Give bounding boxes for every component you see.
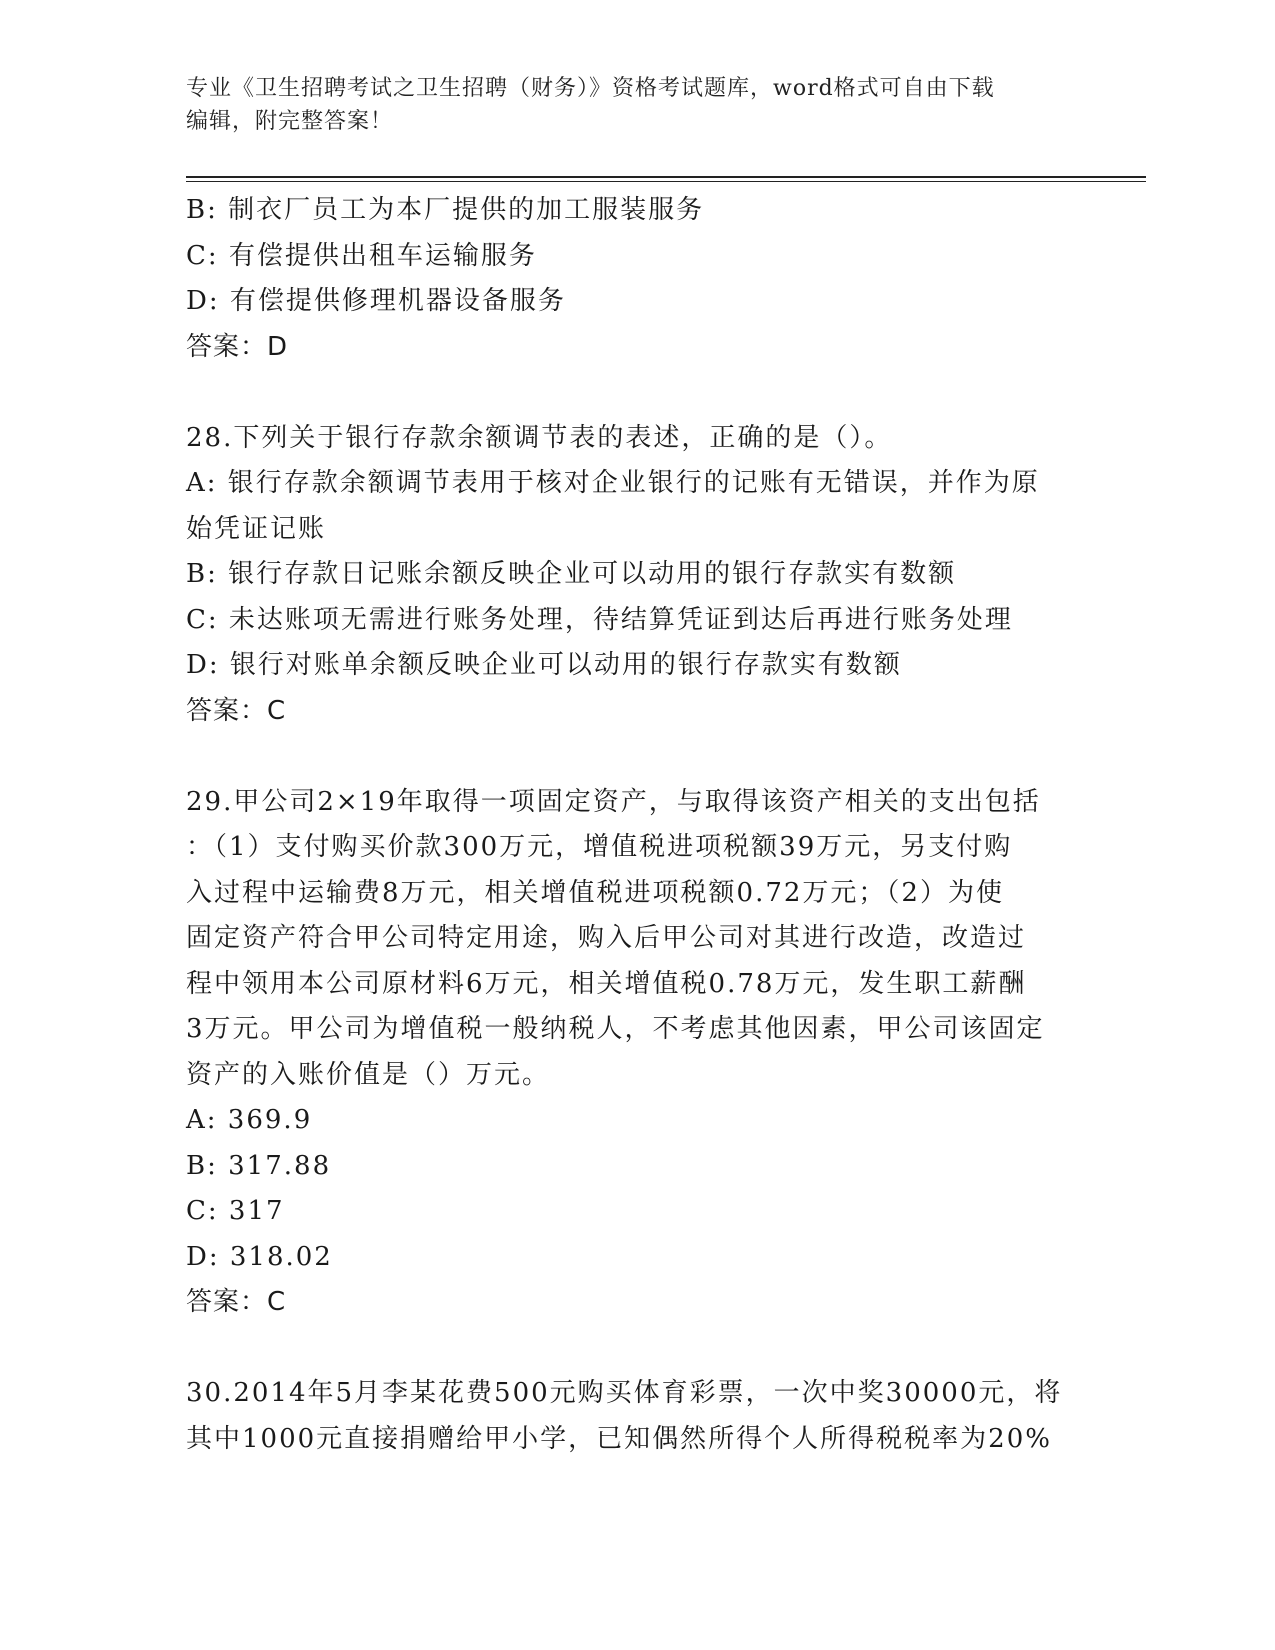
q29-stem-line-6: 3万元。甲公司为增值税一般纳税人，不考虑其他因素，甲公司该固定 bbox=[186, 1014, 1045, 1044]
q29-answer: 答案：C bbox=[186, 1287, 287, 1317]
q28-option-b: B: 银行存款日记账余额反映企业可以动用的银行存款实有数额 bbox=[186, 559, 957, 589]
q30-stem-line-2: 其中1000元直接捐赠给甲小学，已知偶然所得个人所得税税率为20% bbox=[186, 1423, 1052, 1454]
q29-option-a: A: 369.9 bbox=[186, 1105, 313, 1135]
header-rule-thin bbox=[186, 181, 1146, 182]
q28-option-c: C: 未达账项无需进行账务处理，待结算凭证到达后再进行账务处理 bbox=[186, 604, 1013, 635]
q29-option-d: D: 318.02 bbox=[186, 1241, 333, 1272]
q29-stem-line-3: 入过程中运输费8万元，相关增值税进项税额0.72万元；（2）为使 bbox=[186, 877, 1004, 908]
spacer bbox=[186, 370, 1086, 416]
q30-stem-line-1: 30.2014年5月李某花费500元购买体育彩票，一次中奖30000元，将 bbox=[186, 1378, 1063, 1408]
question-content bbox=[186, 188, 1086, 1462]
header-line-2: 编辑，附完整答案！ bbox=[186, 109, 394, 134]
q29-option-c: C: 317 bbox=[186, 1196, 285, 1226]
spacer bbox=[186, 1326, 1086, 1372]
page-header bbox=[186, 72, 1066, 138]
q29-stem-line-2: ：（1）支付购买价款300万元，增值税进项税额39万元，另支付购 bbox=[186, 832, 1013, 862]
q28-option-a-line-2: 始凭证记账 bbox=[186, 513, 327, 544]
header-rule-thick bbox=[186, 176, 1146, 178]
q28-option-a-line-1: A: 银行存款余额调节表用于核对企业银行的记账有无错误，并作为原 bbox=[186, 468, 1040, 498]
q29-stem-line-7: 资产的入账价值是（）万元。 bbox=[186, 1059, 551, 1090]
q29-stem-line-4: 固定资产符合甲公司特定用途，购入后甲公司对其进行改造，改造过 bbox=[186, 923, 1027, 953]
q27-option-d: D: 有偿提供修理机器设备服务 bbox=[186, 286, 566, 316]
q27-option-b: B: 制衣厂员工为本厂提供的加工服装服务 bbox=[186, 195, 705, 225]
q28-option-d: D: 银行对账单余额反映企业可以动用的银行存款实有数额 bbox=[186, 650, 902, 680]
q28-stem: 28.下列关于银行存款余额调节表的表述，正确的是（）。 bbox=[186, 422, 893, 453]
header-line-1: 专业《卫生招聘考试之卫生招聘（财务）》资格考试题库，word格式可自由下载 bbox=[186, 76, 995, 101]
q27-answer: 答案：D bbox=[186, 331, 289, 362]
q27-option-c: C: 有偿提供出租车运输服务 bbox=[186, 240, 537, 271]
q28-answer: 答案：C bbox=[186, 695, 287, 726]
q29-stem-line-1: 29.甲公司2×19年取得一项固定资产，与取得该资产相关的支出包括 bbox=[186, 786, 1041, 817]
q29-option-b: B: 317.88 bbox=[186, 1150, 332, 1181]
q29-stem-line-5: 程中领用本公司原材料6万元，相关增值税0.78万元，发生职工薪酬 bbox=[186, 968, 1027, 999]
spacer bbox=[186, 734, 1086, 780]
